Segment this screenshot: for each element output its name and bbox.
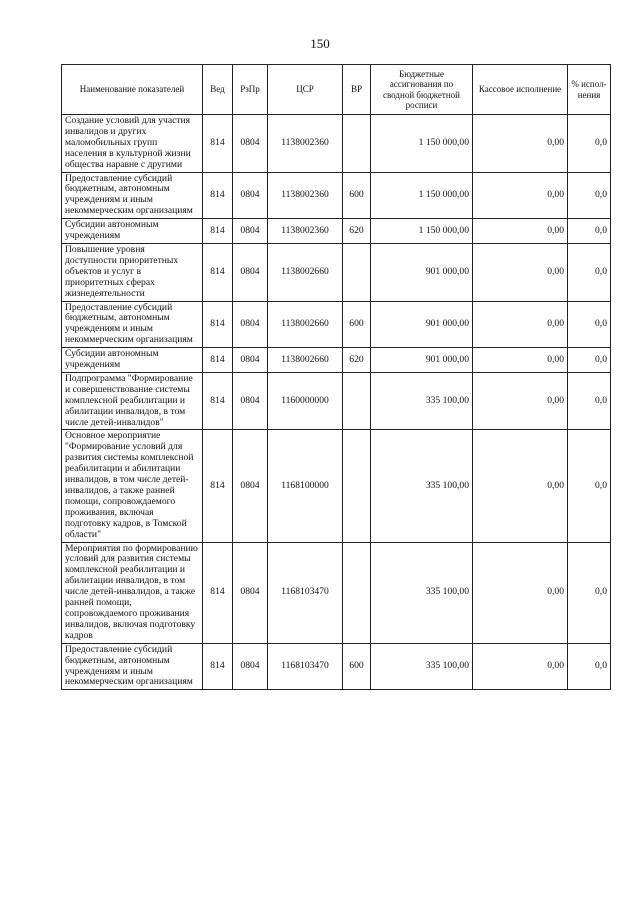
row-percent: 0,0 bbox=[568, 372, 611, 430]
header-csr: ЦСР bbox=[268, 65, 343, 115]
header-vr: ВР bbox=[343, 65, 371, 115]
row-ved: 814 bbox=[203, 542, 233, 643]
row-rzpr: 0804 bbox=[233, 301, 268, 348]
row-csr: 1138002360 bbox=[268, 115, 343, 173]
row-ved: 814 bbox=[203, 372, 233, 430]
row-csr: 1138002360 bbox=[268, 219, 343, 244]
row-assignments: 335 100,00 bbox=[371, 372, 473, 430]
row-percent: 0,0 bbox=[568, 348, 611, 373]
row-name: Предоставление субсидий бюджетным, автономным учреждениям и иным некоммерческим организациям bbox=[62, 172, 203, 219]
row-percent: 0,0 bbox=[568, 643, 611, 690]
row-ved: 814 bbox=[203, 301, 233, 348]
row-rzpr: 0804 bbox=[233, 542, 268, 643]
row-vr bbox=[343, 243, 371, 301]
row-vr bbox=[343, 115, 371, 173]
row-percent: 0,0 bbox=[568, 542, 611, 643]
row-assignments: 901 000,00 bbox=[371, 348, 473, 373]
header-percent: % испол-нения bbox=[568, 65, 611, 115]
row-assignments: 901 000,00 bbox=[371, 243, 473, 301]
row-cash: 0,00 bbox=[473, 643, 568, 690]
row-vr bbox=[343, 542, 371, 643]
row-cash: 0,00 bbox=[473, 172, 568, 219]
header-assignments: Бюджетные ассигнования по сводной бюджетной росписи bbox=[371, 65, 473, 115]
row-rzpr: 0804 bbox=[233, 372, 268, 430]
row-cash: 0,00 bbox=[473, 219, 568, 244]
row-cash: 0,00 bbox=[473, 243, 568, 301]
table-row bbox=[62, 115, 611, 173]
row-name: Мероприятия по формированию условий для развития системы комплексной реабилитации и абилитации инвалидов, в том числе детей-инвалидов, а также ранней помощи, сопровождаемого проживания инвалидов, включая подготовку кадров bbox=[62, 542, 203, 643]
row-ved: 814 bbox=[203, 643, 233, 690]
row-vr: 620 bbox=[343, 219, 371, 244]
row-csr: 1138002660 bbox=[268, 348, 343, 373]
row-cash: 0,00 bbox=[473, 301, 568, 348]
table-row bbox=[62, 542, 611, 643]
table-row bbox=[62, 643, 611, 690]
table-row bbox=[62, 430, 611, 542]
table-header-row bbox=[62, 65, 611, 115]
row-cash: 0,00 bbox=[473, 348, 568, 373]
row-vr: 600 bbox=[343, 172, 371, 219]
row-name: Субсидии автономным учреждениям bbox=[62, 219, 203, 244]
row-vr: 600 bbox=[343, 643, 371, 690]
row-csr: 1168103470 bbox=[268, 643, 343, 690]
row-percent: 0,0 bbox=[568, 172, 611, 219]
row-csr: 1138002360 bbox=[268, 172, 343, 219]
table-row bbox=[62, 243, 611, 301]
table-row bbox=[62, 301, 611, 348]
row-csr: 1138002660 bbox=[268, 243, 343, 301]
row-rzpr: 0804 bbox=[233, 219, 268, 244]
row-assignments: 335 100,00 bbox=[371, 430, 473, 542]
row-cash: 0,00 bbox=[473, 115, 568, 173]
row-name: Предоставление субсидий бюджетным, автономным учреждениям и иным некоммерческим организациям bbox=[62, 643, 203, 690]
row-rzpr: 0804 bbox=[233, 643, 268, 690]
budget-table bbox=[61, 64, 611, 690]
row-ved: 814 bbox=[203, 243, 233, 301]
row-csr: 1168103470 bbox=[268, 542, 343, 643]
row-cash: 0,00 bbox=[473, 372, 568, 430]
row-ved: 814 bbox=[203, 115, 233, 173]
row-name: Предоставление субсидий бюджетным, автономным учреждениям и иным некоммерческим организациям bbox=[62, 301, 203, 348]
row-rzpr: 0804 bbox=[233, 243, 268, 301]
page-number: 150 bbox=[310, 36, 330, 51]
row-percent: 0,0 bbox=[568, 243, 611, 301]
row-rzpr: 0804 bbox=[233, 430, 268, 542]
table-row bbox=[62, 219, 611, 244]
row-assignments: 335 100,00 bbox=[371, 542, 473, 643]
row-name: Основное мероприятие "Формирование условий для развития системы комплексной реабилитации и абилитации инвалидов, в том числе детей-инвалидов, а также ранней помощи, сопровождаемого проживания, включая подготовку кадров, в Томской области" bbox=[62, 430, 203, 542]
row-assignments: 1 150 000,00 bbox=[371, 115, 473, 173]
row-cash: 0,00 bbox=[473, 430, 568, 542]
row-ved: 814 bbox=[203, 430, 233, 542]
row-csr: 1138002660 bbox=[268, 301, 343, 348]
row-ved: 814 bbox=[203, 219, 233, 244]
header-name: Наименование показателей bbox=[62, 65, 203, 115]
row-name: Повышение уровня доступности приоритетных объектов и услуг в приоритетных сферах жизнедеятельности bbox=[62, 243, 203, 301]
row-percent: 0,0 bbox=[568, 219, 611, 244]
row-vr: 620 bbox=[343, 348, 371, 373]
row-percent: 0,0 bbox=[568, 301, 611, 348]
row-rzpr: 0804 bbox=[233, 115, 268, 173]
header-cash-execution: Кассовое исполнение bbox=[473, 65, 568, 115]
header-rzpr: РзПр bbox=[233, 65, 268, 115]
row-rzpr: 0804 bbox=[233, 348, 268, 373]
row-name: Создание условий для участия инвалидов и других маломобильных групп населения в культурной жизни общества наравне с другими bbox=[62, 115, 203, 173]
row-assignments: 1 150 000,00 bbox=[371, 172, 473, 219]
row-csr: 1160000000 bbox=[268, 372, 343, 430]
row-percent: 0,0 bbox=[568, 430, 611, 542]
row-percent: 0,0 bbox=[568, 115, 611, 173]
row-vr bbox=[343, 372, 371, 430]
table-row bbox=[62, 172, 611, 219]
row-assignments: 335 100,00 bbox=[371, 643, 473, 690]
row-vr bbox=[343, 430, 371, 542]
row-rzpr: 0804 bbox=[233, 172, 268, 219]
header-ved: Вед bbox=[203, 65, 233, 115]
row-ved: 814 bbox=[203, 172, 233, 219]
row-name: Подпрограмма "Формирование и совершенствование системы комплексной реабилитации и абилитации инвалидов, в том числе детей-инвалидов" bbox=[62, 372, 203, 430]
row-csr: 1168100000 bbox=[268, 430, 343, 542]
row-assignments: 901 000,00 bbox=[371, 301, 473, 348]
row-vr: 600 bbox=[343, 301, 371, 348]
row-cash: 0,00 bbox=[473, 542, 568, 643]
row-assignments: 1 150 000,00 bbox=[371, 219, 473, 244]
table-row bbox=[62, 348, 611, 373]
table-row bbox=[62, 372, 611, 430]
row-ved: 814 bbox=[203, 348, 233, 373]
row-name: Субсидии автономным учреждениям bbox=[62, 348, 203, 373]
